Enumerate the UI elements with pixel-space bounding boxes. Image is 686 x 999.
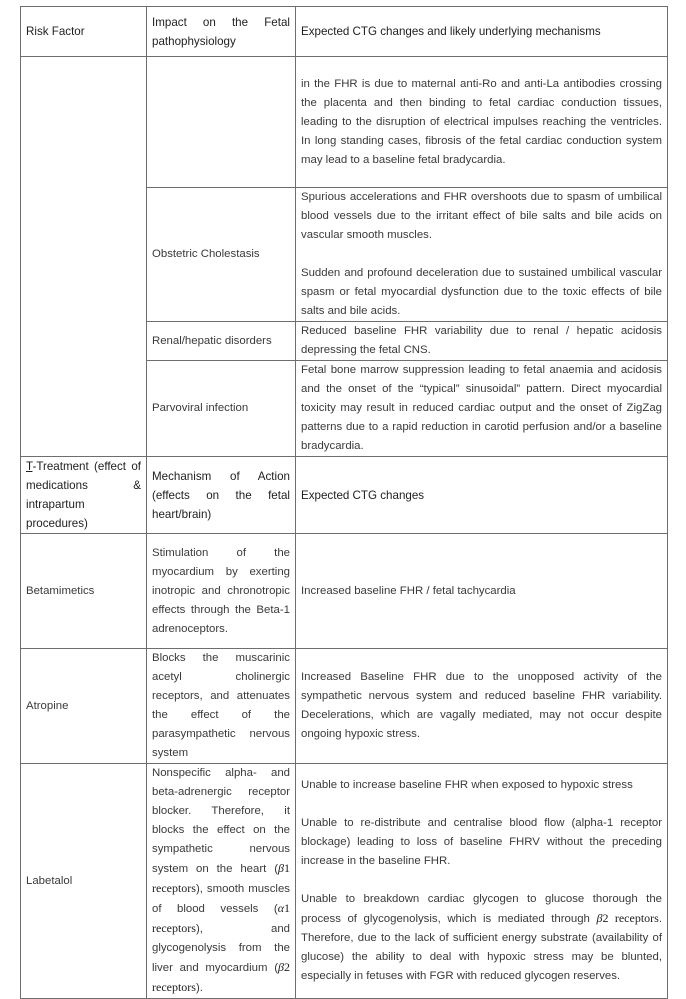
header-expected-ctg: Expected CTG changes and likely underlying mechanisms: [296, 7, 668, 57]
table-row: [21, 649, 668, 764]
ctg-paragraph: Unable to re-distribute and centralise blood flow (alpha-1 receptor blockage) leading to loss of baseline FHRV without the preceding increase in the baseline FHR.: [301, 817, 662, 867]
table-header-row: [21, 7, 668, 57]
ctg-cell: Reduced baseline FHR variability due to renal / hepatic acidosis depressing the fetal CNS.: [296, 322, 668, 361]
mechanism-cell: Stimulation of the myocardium by exerting inotropic and chronotropic effects through the Beta-1 adrenoceptors.: [147, 534, 296, 649]
header-treatment: T-Treatment (effect of medications & intrapartum procedures): [21, 457, 147, 534]
header-mechanism: Mechanism of Action (effects on the fetal heart/brain): [147, 457, 296, 534]
beta2-receptors: β2 receptors: [596, 911, 659, 925]
treatment-letter: T: [26, 460, 33, 473]
ctg-cell: Fetal bone marrow suppression leading to fetal anaemia and acidosis and the onset of the “typical” sinusoidal” pattern. Direct myocardial toxicity may result in reduced cardiac output and the onset of ZigZag patterns due to a rapid reduction in carotid perfusion and/or a baseline bradycardia.: [296, 361, 668, 457]
impact-cell: Parvoviral infection: [147, 361, 296, 457]
ctg-cell: Increased baseline FHR / fetal tachycardia: [296, 534, 668, 649]
impact-cell: Obstetric Cholestasis: [147, 188, 296, 322]
drug-cell: Labetalol: [21, 764, 147, 999]
ctg-paragraph: Unable to increase baseline FHR when exposed to hypoxic stress: [301, 779, 633, 791]
ctg-paragraph: Unable to breakdown cardiac glycogen to glucose thorough the process of glycogenolysis, which is mediated through β2 receptors. Therefore, due to the lack of sufficient energy substrate (availability of glucose) the ability to deal with hypoxic stress may be blunted, especially in fetuses with FGR with reduced glycogen reserves.: [301, 893, 662, 982]
table-row: [21, 57, 668, 188]
table-row: [21, 534, 668, 649]
drug-cell: Atropine: [21, 649, 147, 764]
header-risk-factor: Risk Factor: [21, 7, 147, 57]
impact-cell: Renal/hepatic disorders: [147, 322, 296, 361]
header-expected-ctg-changes: Expected CTG changes: [296, 457, 668, 534]
ctg-paragraph: Sudden and profound deceleration due to sustained umbilical vascular spasm or fetal myocardial dysfunction due to the toxic effects of bile salts and bile acids.: [301, 267, 662, 317]
ctg-cell: [296, 764, 668, 999]
ctg-paragraph: Spurious accelerations and FHR overshoots due to spasm of umbilical blood vessels due to the irritant effect of bile salts and bile acids on vascular smooth muscles.: [301, 191, 662, 241]
mechanism-cell: Blocks the muscarinic acetyl cholinergic receptors, and attenuates the effect of the parasympathetic nervous system: [147, 649, 296, 764]
risk-factor-cell: [21, 57, 147, 457]
ctg-risk-factor-table: [20, 6, 668, 999]
alpha1-receptors: α1 receptors: [152, 901, 290, 935]
impact-cell: [147, 57, 296, 188]
beta2-receptors: β2 receptors: [152, 960, 290, 994]
ctg-cell: in the FHR is due to maternal anti-Ro and anti-La antibodies crossing the placenta and then binding to fetal cardiac conduction tissues, leading to the disruption of electrical impulses reaching the ventricles. In long standing cases, fibrosis of the fetal cardiac conduction system may lead to a baseline fetal bradycardia.: [296, 57, 668, 188]
treatment-header-row: [21, 457, 668, 534]
table-row: [21, 764, 668, 999]
drug-cell: Betamimetics: [21, 534, 147, 649]
beta1-receptors: β1 receptors: [152, 861, 290, 895]
ctg-cell: Increased Baseline FHR due to the unopposed activity of the sympathetic nervous system and reduced baseline FHR variability. Decelerations, which are vagally mediated, may not occur despite ongoing hypoxic stress.: [296, 649, 668, 764]
mechanism-cell: Nonspecific alpha- and beta-adrenergic receptor blocker. Therefore, it blocks the effect on the sympathetic nervous system on the heart (β1 receptors), smooth muscles of blood vessels (α1 receptors), and glycogenolysis from the liver and myocardium (β2 receptors).: [147, 764, 296, 999]
ctg-cell: [296, 188, 668, 322]
header-impact: Impact on the Fetal pathophysiology: [147, 7, 296, 57]
